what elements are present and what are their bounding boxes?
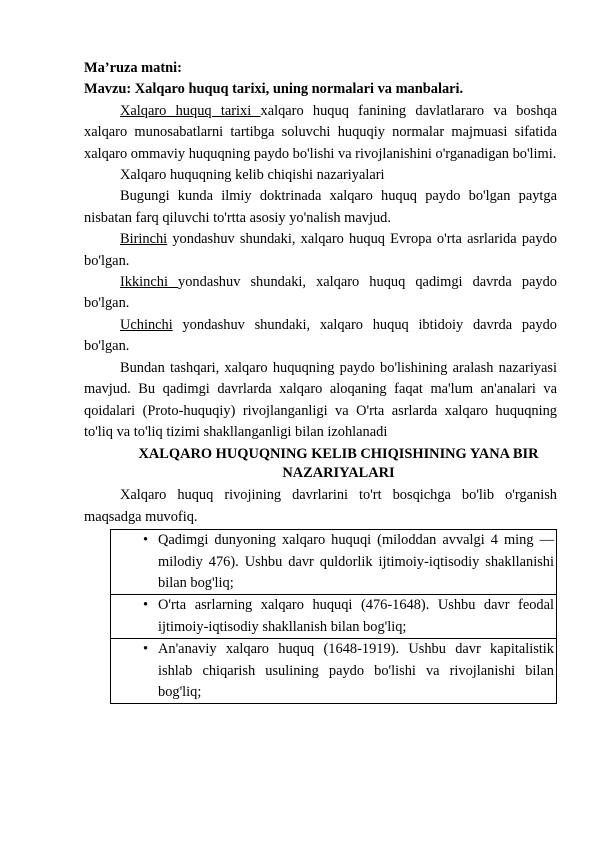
bullet-icon: • xyxy=(143,532,149,549)
paragraph-6-text: yondashuv shundaki, xalqaro huquq ibtidoiy davrda paydo bo'lgan. xyxy=(84,316,557,355)
paragraph-3: Bugungi kunda ilmiy doktrinada xalqaro huquq paydo bo'lgan paytga nisbatan farq qiluvchi to'rtta asosiy yo'nalish mavjud. xyxy=(84,188,557,226)
paragraph-7: Bundan tashqari, xalqaro huquqning paydo bo'lishining aralash nazariyasi mavjud. Bu qadimgi davrlarda xalqaro aloqaning faqat ma'lum an'analari va qoidalari (Proto-huquqiy) rivojlanganligi va O'rta asrlarda xalqaro huquqning to'liq va to'liq tizimi shakllanganligi bilan izohlanadi xyxy=(84,359,557,440)
paragraph-5 xyxy=(84,272,557,315)
period-row xyxy=(111,530,556,594)
period-row xyxy=(111,594,556,638)
document-page xyxy=(84,58,557,704)
paragraph-6 xyxy=(84,315,557,358)
paragraph-1 xyxy=(84,101,557,165)
lecture-label: Ma’ruza matni: xyxy=(84,60,182,76)
term-third: Uchinchi xyxy=(120,316,173,333)
period-text: O'rta asrlarning xalqaro huquqi (476-1648). Ushbu davr feodal ijtimoiy-iqtisodiy shakllanish bilan bog'liq; xyxy=(158,597,554,635)
paragraph-5-text: yondashuv shundaki, xalqaro huquq qadimgi davrda paydo bo'lgan. xyxy=(84,274,557,312)
periods-table xyxy=(110,529,557,704)
paragraph-2: Xalqaro huquqning kelib chiqishi nazariyalari xyxy=(120,167,385,184)
paragraph-8: Xalqaro huquq rivojining davrlarini to'rt bosqichga bo'lib o'rganish maqsadga muvofiq. xyxy=(84,487,557,525)
term-first: Birinchi xyxy=(120,231,168,248)
paragraph-4-text: yondashuv shundaki, xalqaro huquq Evropa o'rta asrlarida paydo bo'lgan. xyxy=(84,231,557,269)
term-second: Ikkinchi xyxy=(120,274,179,291)
period-row xyxy=(111,638,556,703)
paragraph-4 xyxy=(84,229,557,272)
topic-title: Mavzu: Xalqaro huquq tarixi, uning normalari va manbalari. xyxy=(84,81,464,98)
paragraph-1-text: xalqaro huquq fanining davlatlararo va boshqa xalqaro munosabatlarni tartibga soluvchi huquqiy normalar majmuasi sifatida xalqaro ommaviy huquqning paydo bo'lishi va rivojlanishini o'rganadigan bo'limi. xyxy=(84,102,557,162)
section-heading: XALQARO HUQUQNING KELIB CHIQISHINING YANA BIR NAZARIYALARI xyxy=(138,446,539,482)
period-text: Qadimgi dunyoning xalqaro huquqi (miloddan avvalgi 4 ming — milodiy 476). Ushbu davr quldorlik ijtimoiy-iqtisodiy shakllanishi bilan bog'liq; xyxy=(158,532,554,591)
bullet-icon: • xyxy=(143,641,149,658)
period-text: An'anaviy xalqaro huquq (1648-1919). Ushbu davr kapitalistik ishlab chiqarish usulining paydo bo'lishi va rivojlanishi bilan bog'liq; xyxy=(158,641,554,700)
term-history: Xalqaro huquq tarixi xyxy=(120,102,261,119)
bullet-icon: • xyxy=(143,597,149,614)
